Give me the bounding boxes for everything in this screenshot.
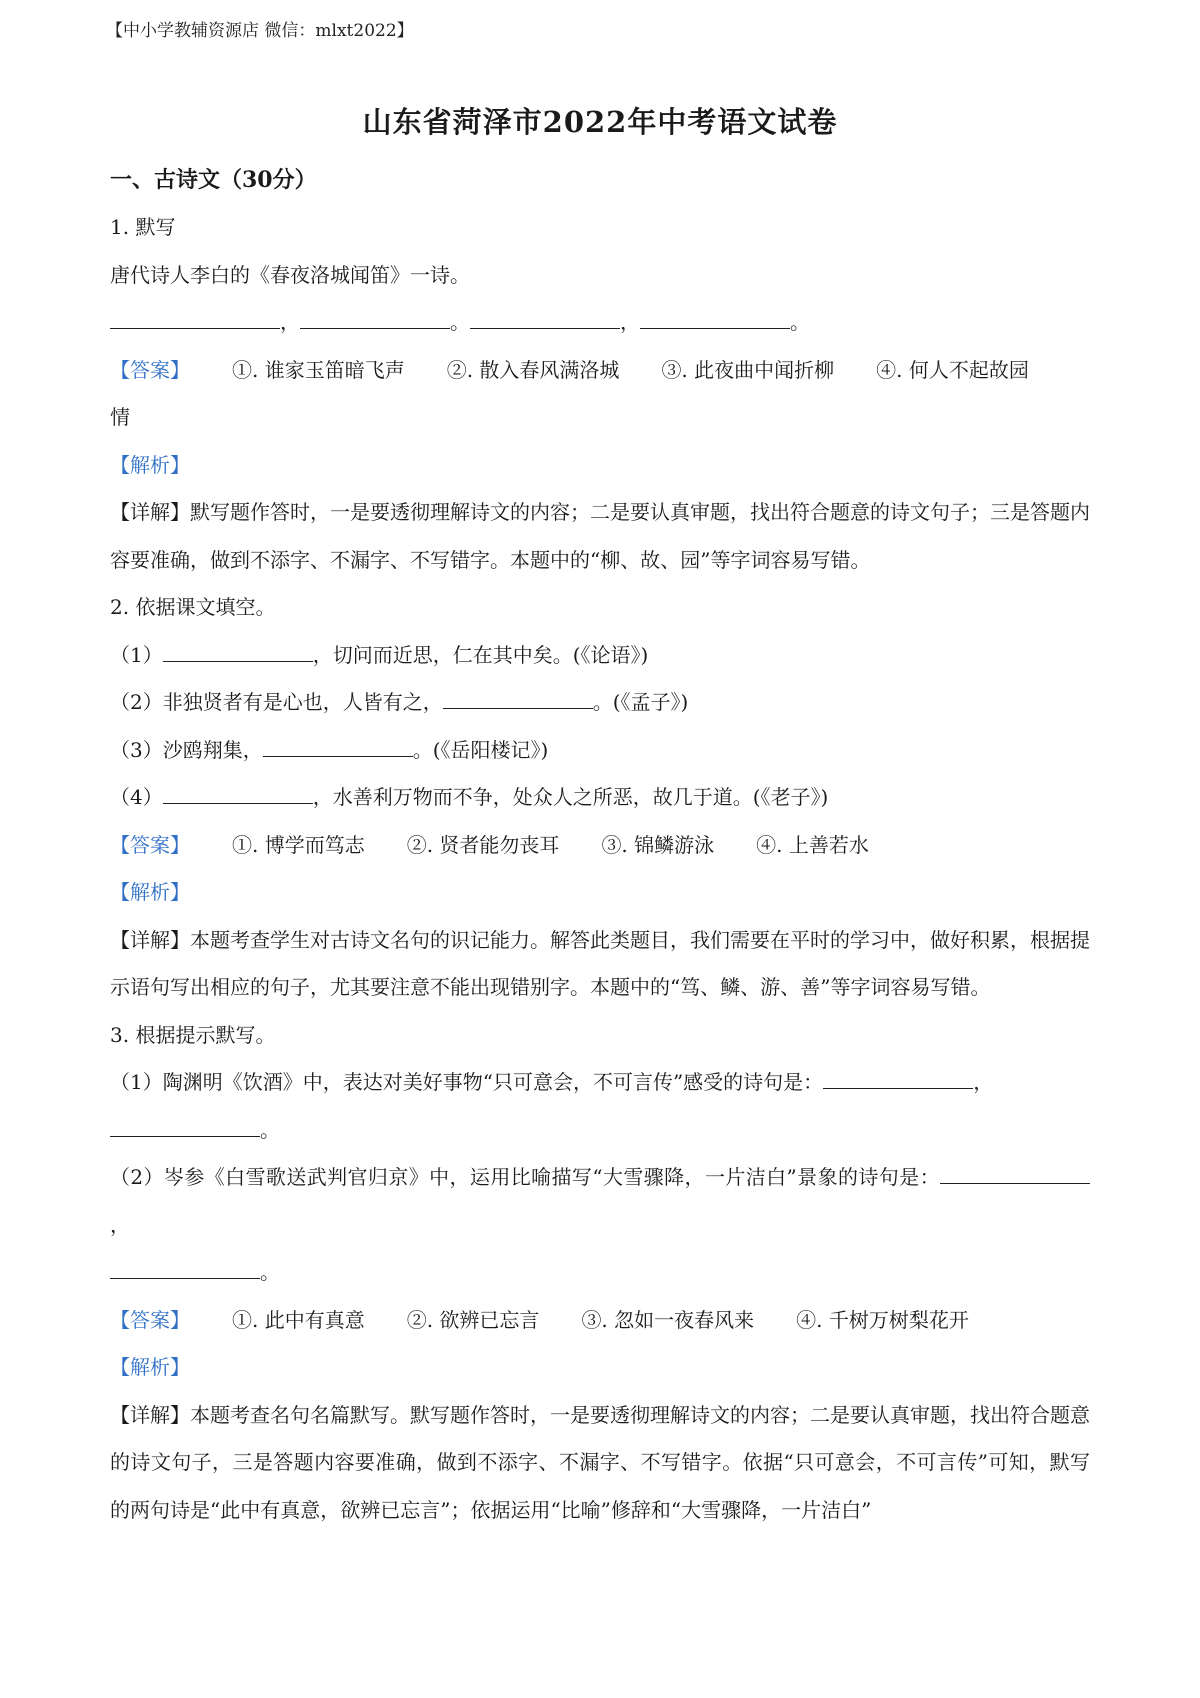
answer-blank[interactable] [110, 1114, 260, 1137]
punct: ， [110, 1212, 130, 1237]
punct: 。 [260, 1117, 280, 1142]
answer-blank[interactable] [163, 781, 313, 804]
q2-item [110, 632, 1090, 680]
answer-blank[interactable] [470, 306, 620, 329]
answer-item: ①. 此中有真意 [232, 1307, 365, 1332]
answer-item: ②. 欲辨已忘言 [406, 1307, 540, 1332]
header-note: 【中小学教辅资源店 微信：mlxt2022】 [106, 21, 414, 41]
answer-blank[interactable] [263, 734, 413, 757]
answer-label: 【答案】 [110, 832, 190, 857]
section-heading: 一、古诗文（30分） [110, 167, 317, 193]
item-text: ，水善利万物而不争，处众人之所恶，故几于道。(《老子》) [312, 785, 829, 809]
item-text: （4） [110, 785, 163, 809]
q2-number: 2. 依据课文填空。 [110, 595, 276, 619]
detail-text: 本题考查学生对古诗文名句的识记能力。解答此类题目，我们需要在平时的学习中，做好积累，根据提示语句写出相应的句子，尤其要注意不能出现错别字。本题中的“笃、鳞、游、善”等字词容易写错。 [110, 927, 1090, 999]
answer-blank[interactable] [940, 1161, 1090, 1184]
item-text: （2）岑参《白雪歌送武判官归京》中，运用比喻描写“大雪骤降，一片洁白”景象的诗句是： [110, 1165, 940, 1189]
answer-blank[interactable] [300, 306, 450, 329]
answer-item: ④. 千树万树梨花开 [796, 1307, 969, 1332]
detail-label: 【详解】 [110, 1402, 190, 1427]
q1-answer [110, 347, 1090, 395]
answer-label: 【答案】 [110, 357, 190, 382]
detail-text: 本题考查名句名篇默写。默写题作答时，一是要透彻理解诗文的内容；二是要认真审题，找出符合题意的诗文句子，三是答题内容要准确，做到不添字、不漏字、不写错字。依据“只可意会，不可言传”可知，默写的两句诗是“此中有真意，欲辨已忘言”；依据运用“比喻”修辞和“大雪骤降，一片洁白” [110, 1402, 1090, 1522]
answer-item: ②. 贤者能勿丧耳 [406, 832, 560, 857]
q3-answer [110, 1297, 1090, 1345]
item-text: （2）非独贤者有是心也，人皆有之， [110, 690, 443, 714]
punct: 。 [790, 310, 810, 334]
punct: 。 [450, 310, 470, 334]
answer-blank[interactable] [110, 1256, 260, 1279]
item-text: 。(《岳阳楼记》) [412, 737, 549, 762]
q2-item [110, 679, 1090, 727]
q1-detail [110, 489, 1090, 584]
item-text: ，切问而近思，仁在其中矣。(《论语》) [312, 642, 649, 667]
answer-blank[interactable] [110, 306, 280, 329]
item-text: （3）沙鸥翔集， [110, 737, 263, 762]
answer-item: ③. 锦鳞游泳 [601, 832, 715, 857]
q3-detail [110, 1392, 1090, 1535]
answer-continuation: 情 [110, 405, 130, 429]
q1-number: 1. 默写 [110, 215, 176, 239]
answer-item: ②. 散入春风满洛城 [446, 357, 620, 382]
q3-number: 3. 根据提示默写。 [110, 1022, 276, 1047]
answer-item: ①. 博学而笃志 [232, 832, 365, 857]
detail-text: 默写题作答时，一是要透彻理解诗文的内容；二是要认真审题，找出符合题意的诗文句子；三是答题内容要准确，做到不添字、不漏字、不写错字。本题中的“柳、故、园”等字词容易写错。 [110, 500, 1090, 572]
answer-item: ④. 何人不起故园 [876, 357, 1029, 382]
answer-blank[interactable] [640, 306, 790, 329]
q3-item [110, 1154, 1090, 1297]
detail-label: 【详解】 [110, 500, 190, 524]
punct: 。 [260, 1260, 280, 1284]
item-text: （1）陶渊明《饮酒》中，表达对美好事物“只可意会，不可言传”感受的诗句是： [110, 1070, 824, 1094]
q2-answer [110, 822, 1090, 870]
q1-prompt: 唐代诗人李白的《春夜洛城闻笛》一诗。 [110, 262, 470, 287]
answer-blank[interactable] [823, 1066, 973, 1089]
item-text: （1） [110, 642, 163, 667]
analysis-label: 【解析】 [110, 452, 190, 477]
q2-item [110, 727, 1090, 775]
page-title: 山东省菏泽市2022年中考语文试卷 [362, 105, 838, 139]
answer-item: ④. 上善若水 [756, 832, 869, 857]
answer-item: ①. 谁家玉笛暗飞声 [232, 357, 405, 382]
analysis-label: 【解析】 [110, 1355, 190, 1379]
answer-label: 【答案】 [110, 1307, 190, 1332]
document-body [110, 156, 1090, 1534]
q1-blanks [110, 299, 1090, 347]
item-text: 。(《孟子》) [592, 690, 689, 714]
detail-label: 【详解】 [110, 927, 190, 952]
answer-item: ③. 此夜曲中闻折柳 [661, 357, 835, 382]
analysis-label: 【解析】 [110, 880, 190, 904]
answer-item: ③. 忽如一夜春风来 [581, 1307, 755, 1332]
punct: ， [280, 310, 300, 334]
q3-item [110, 1059, 1090, 1154]
q2-item [110, 774, 1090, 822]
punct: ， [620, 310, 640, 334]
q2-detail [110, 917, 1090, 1012]
punct: ， [973, 1070, 994, 1094]
answer-blank[interactable] [443, 686, 593, 709]
answer-blank[interactable] [163, 639, 313, 662]
